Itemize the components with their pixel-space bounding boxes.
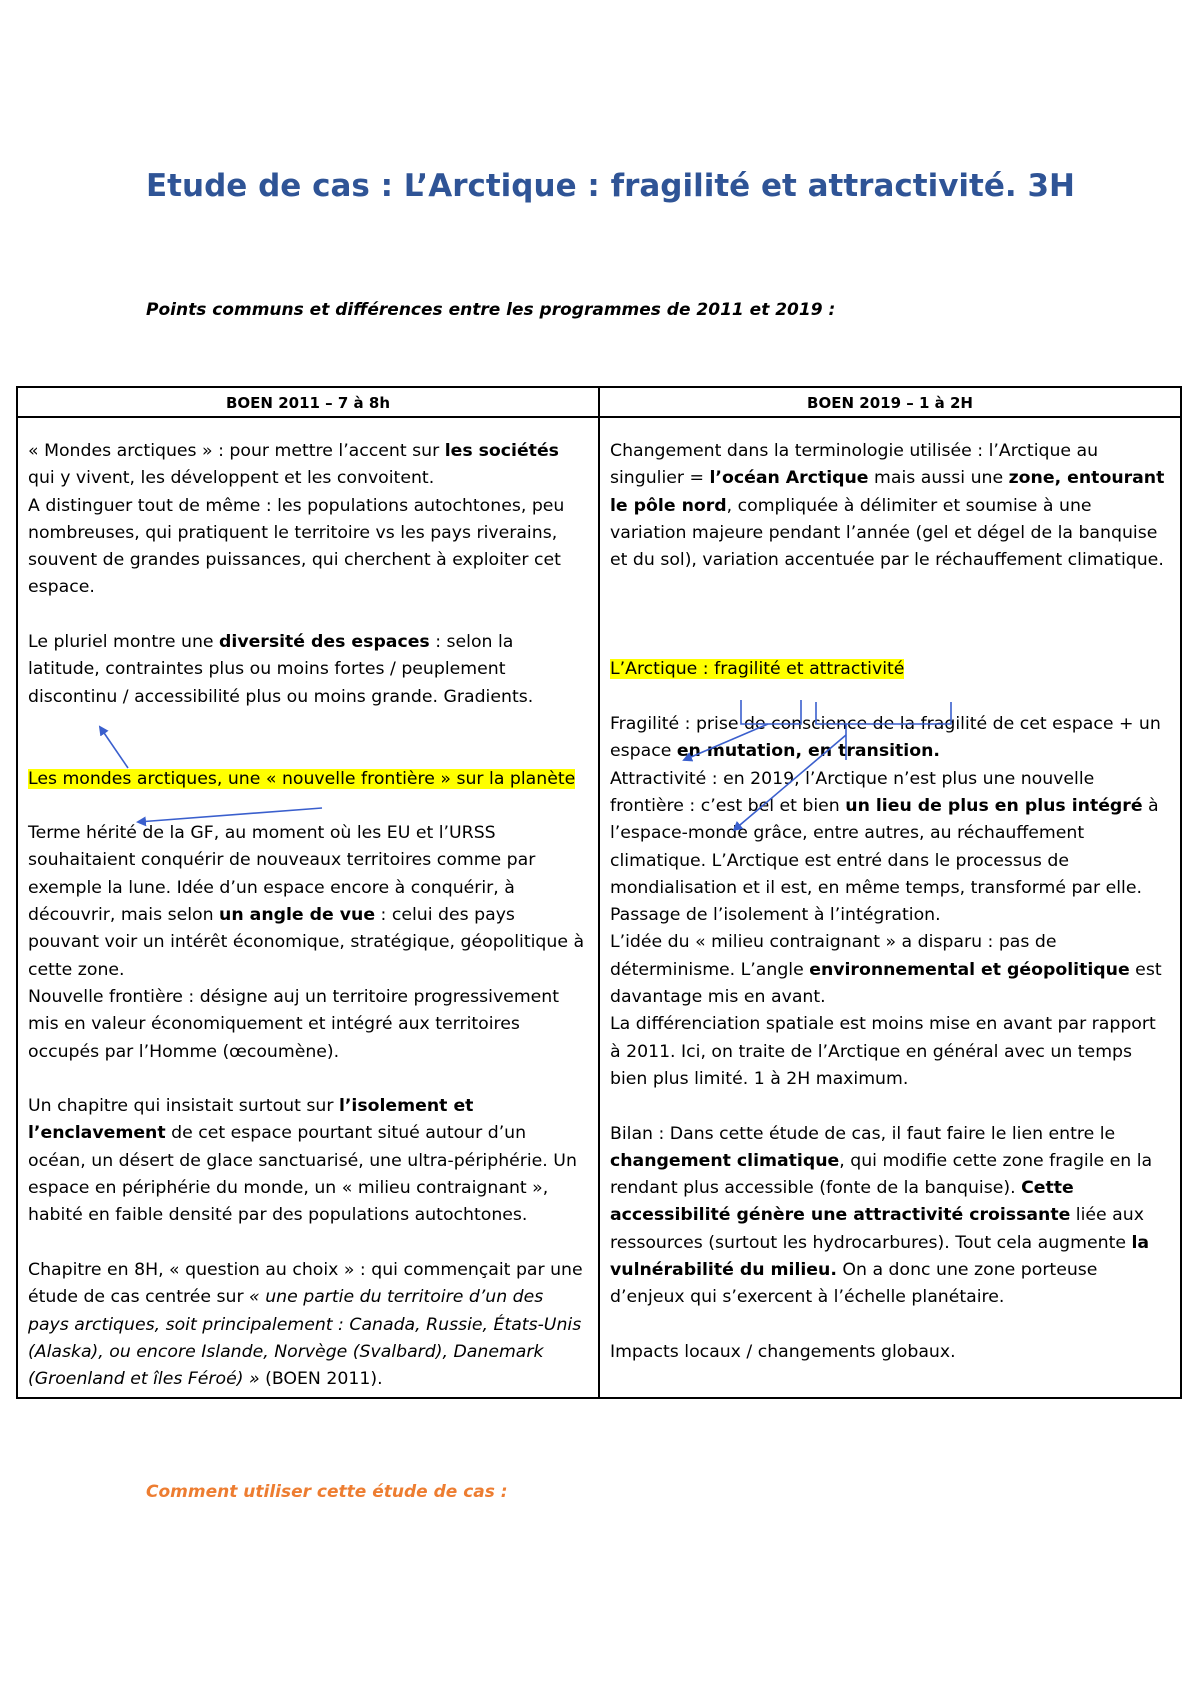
paragraph (610, 766, 1170, 930)
text: « Mondes arctiques » : pour mettre l’accent sur (28, 441, 445, 461)
text: , qui modifie cette zone fragile en la rendant plus accessible (fonte de la banquise). (610, 1150, 1153, 1199)
paragraph (610, 929, 1170, 1011)
text: Bilan : Dans cette étude de cas, il faut faire le lien entre le (610, 1123, 1116, 1144)
bold-text: environnemental et géopolitique (809, 959, 1130, 980)
text: Un chapitre qui insistait surtout sur (28, 1096, 339, 1117)
bold-text: une attractivité croissante (810, 1205, 1071, 1226)
text: (BOEN 2011). (259, 1369, 383, 1390)
text: Terme hérité de la GF, au moment où les EU et l’URSS souhaitaient conquérir de nouveaux territoires comme par exemple la lune. Idée d’un espace encore à conquérir, à découvrir, mais selon (28, 823, 536, 926)
text: à l’espace-monde grâce, entre autres, au réchauffement climatique. L’Arctique est entré dans le processus de mondialisation et il est, en même temps, transformé par elle. Passage de l’isolement à l’intégration. (610, 795, 1159, 926)
text: de cet espace pourtant situé autour d’un océan, un désert de glace sanctuarisé, une ultra-périphérie. Un espace en périphérie du monde, un « milieu contraignant », habité en faible densité par des populations autochtones. (28, 1123, 577, 1226)
bold-text: la vulnérabilité du milieu. (610, 1232, 1150, 1281)
text: , compliquée à délimiter et soumise à une variation majeure pendant l’année (gel et dégel de la banquise et du sol), variation accentuée par le réchauffement climatique. (610, 495, 1164, 571)
text: : celui des pays pouvant voir un intérêt économique, stratégique, géopolitique à cette zone. (28, 905, 585, 980)
paragraph (610, 711, 1170, 766)
bold-text: l’isolement et l’enclavement (28, 1096, 474, 1144)
bold-text: zone, entourant le pôle nord (610, 468, 1165, 516)
text: est davantage mis en avant. (610, 959, 1162, 1008)
paragraph: La différenciation spatiale est moins mise en avant par rapport à 2011. Ici, on traite de l’Arctique en général avec un temps bien plus limité. 1 à 2H maximum. (610, 1014, 1156, 1089)
highlighted-heading (28, 766, 588, 793)
table-header-row (17, 387, 1181, 417)
paragraph (28, 629, 588, 711)
text: Chapitre en 8H, « question au choix » : qui commençait par une étude de cas centrée sur (28, 1259, 583, 1308)
text: qui y vivent, les développent et les convoitent. (28, 468, 435, 489)
cell-boen-2019 (599, 417, 1181, 1398)
table-row (17, 417, 1181, 1398)
highlighted-text: Les mondes arctiques, une « nouvelle frontière » sur la planète (28, 768, 576, 789)
text: On a donc une zone porteuse d’enjeux qui s’exercent à l’échelle planétaire. (610, 1260, 1098, 1308)
bold-text: un lieu de plus en plus intégré (845, 795, 1143, 816)
paragraph (28, 1257, 588, 1393)
header-boen-2011: BOEN 2011 – 7 à 8h (17, 387, 599, 417)
paragraph (28, 438, 588, 493)
paragraph: A distinguer tout de même : les populations autochtones, peu nombreuses, qui pratiquent le territoire vs les pays riverains, souvent de grandes puissances, qui cherchent à exploiter cet espace. (28, 495, 565, 598)
header-boen-2019: BOEN 2019 – 1 à 2H (599, 387, 1181, 417)
highlighted-heading (610, 656, 1170, 683)
text: L’idée du « milieu contraignant » a disparu : pas de déterminisme. L’angle (610, 932, 1057, 980)
comparison-table (16, 386, 1182, 1399)
bold-text: Cette accessibilité génère (610, 1178, 1074, 1226)
bold-text: diversité des espaces (219, 632, 430, 653)
paragraph: Nouvelle frontière : désigne auj un territoire progressivement mis en valeur économiquement et intégré aux territoires occupés par l’Homme (œcoumène). (28, 986, 560, 1062)
section-subtitle: Points communs et différences entre les programmes de 2011 et 2019 : (146, 300, 836, 320)
paragraph (610, 1121, 1170, 1312)
text: Fragilité : prise de conscience de la fragilité de cet espace + un espace (610, 714, 1161, 762)
text: : selon la latitude, contraintes plus ou moins fortes / peuplement discontinu / accessibilité plus ou moins grande. Gradients. (28, 632, 534, 707)
paragraph (610, 438, 1170, 574)
paragraph (28, 820, 588, 984)
text: mais aussi une (868, 468, 1009, 489)
text: Attractivité : en 2019, l’Arctique n’est plus une nouvelle frontière : c’est bel et bien (610, 768, 1095, 816)
page-title: Etude de cas : L’Arctique : fragilité et attractivité. 3H (146, 168, 1075, 204)
bold-text: changement climatique (610, 1150, 840, 1171)
text: Changement dans la terminologie utilisée : l’Arctique au singulier = (610, 441, 1099, 489)
text: liée aux ressources (surtout les hydrocarbures). Tout cela augmente (610, 1205, 1144, 1253)
cell-boen-2011 (17, 417, 599, 1398)
italic-quote: « une partie du territoire d’un des pays arctiques, soit principalement : Canada, Russie, États-Unis (Alaska), ou encore Islande, Norvège (Svalbard), Danemark (Groenland et îles Féroé) » (28, 1287, 582, 1390)
bold-text: en mutation, en transition. (676, 741, 940, 762)
highlighted-text: L’Arctique : fragilité et attractivité (610, 659, 905, 680)
paragraph: Impacts locaux / changements globaux. (610, 1341, 956, 1362)
text: Le pluriel montre une (28, 632, 220, 653)
bold-text: l’océan Arctique (709, 468, 869, 489)
how-to-use-link[interactable]: Comment utiliser cette étude de cas : (146, 1482, 508, 1502)
bold-text: les sociétés (444, 441, 559, 461)
bold-text: un angle de vue (219, 905, 376, 926)
paragraph (28, 1093, 588, 1229)
